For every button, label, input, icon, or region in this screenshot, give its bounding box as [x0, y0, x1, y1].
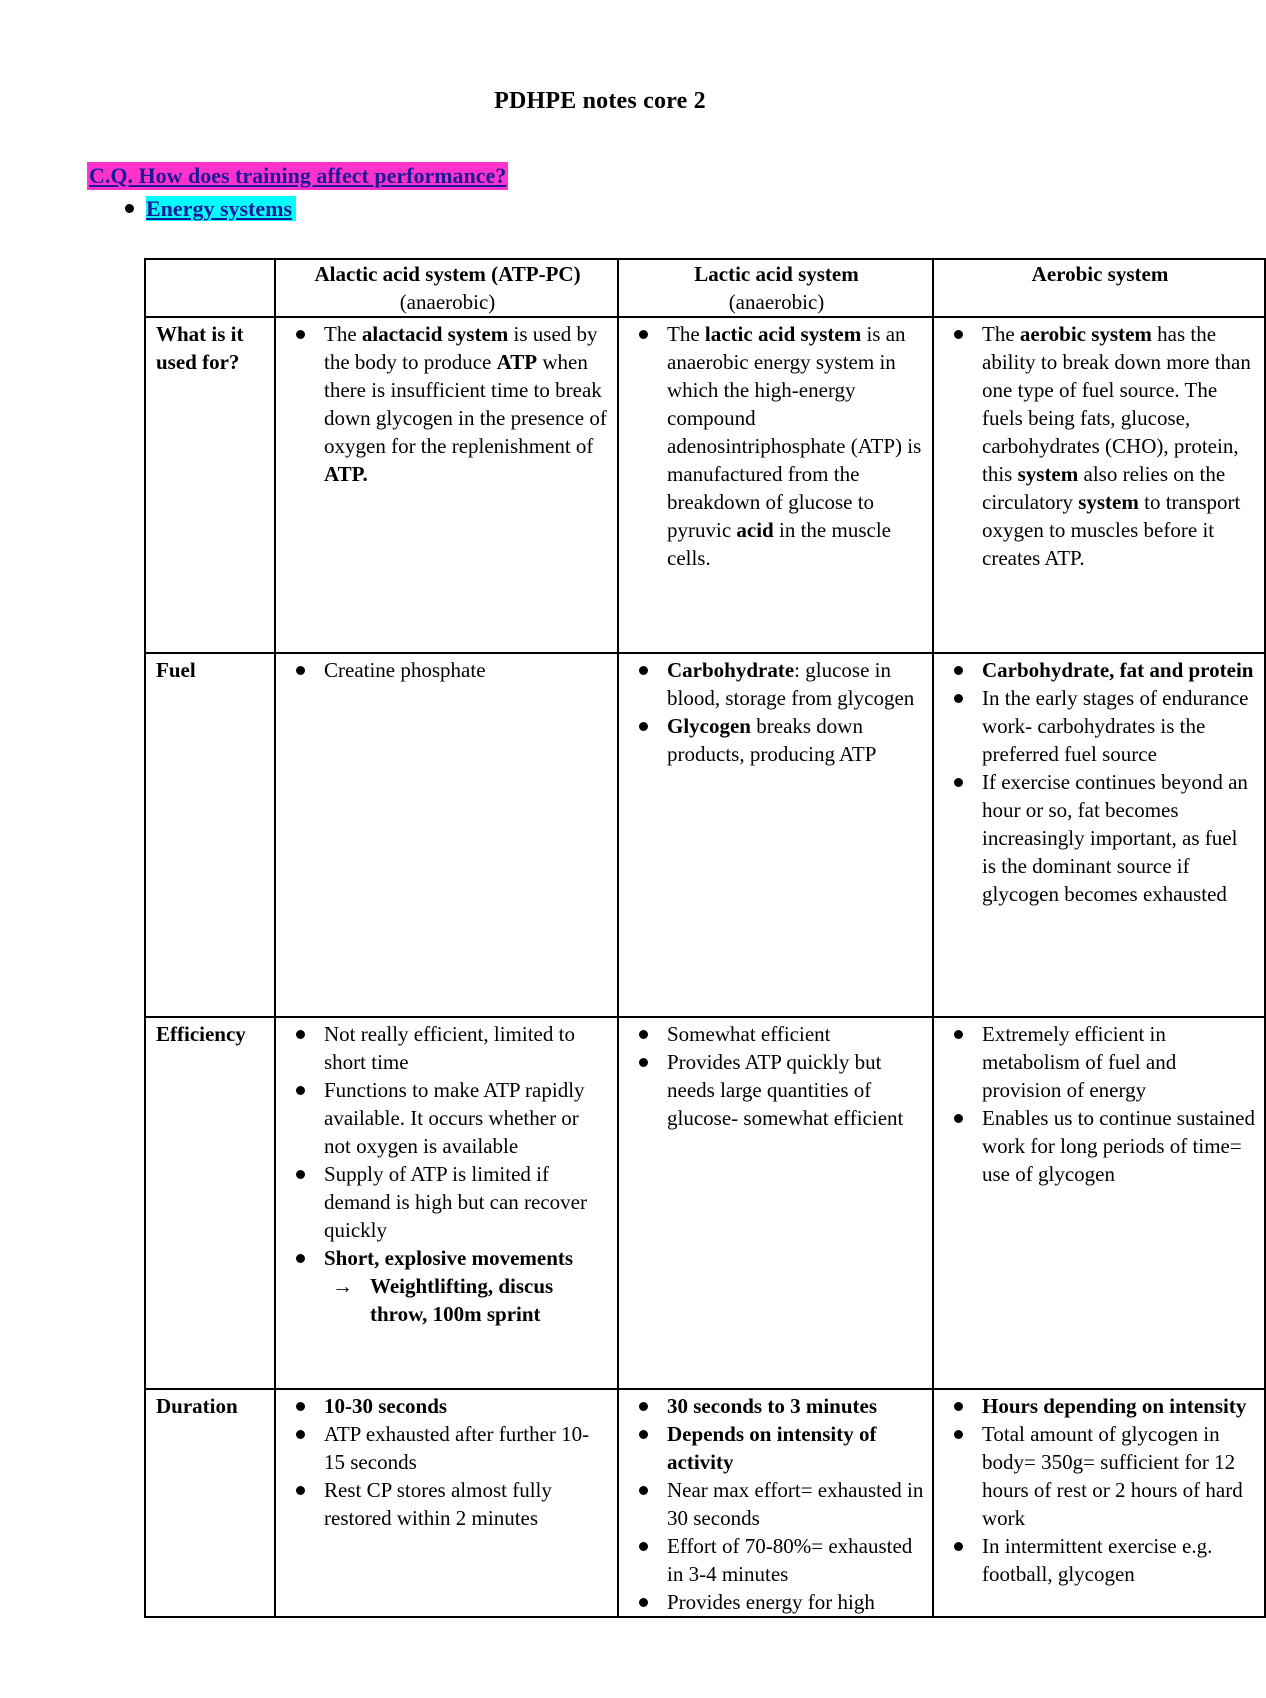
list-item: In intermittent exercise e.g. football, glycogen — [944, 1532, 1256, 1588]
row-label-efficiency: Efficiency — [145, 1017, 275, 1389]
bold-run: system — [1017, 462, 1079, 486]
text-run: breaks down products, producing ATP — [667, 714, 877, 766]
text-run: also relies on the circulatory — [982, 462, 1226, 514]
list-item — [629, 320, 924, 572]
row-label-duration: Duration — [145, 1389, 275, 1617]
text-run: when there is insufficient time to break down glycogen in the presence of oxygen for the replenishment of — [324, 350, 607, 458]
cell-duration-aerobic — [933, 1389, 1265, 1617]
bold-run: Carbohydrate — [667, 658, 795, 682]
bold-run: ATP — [496, 350, 538, 374]
list-item: If exercise continues beyond an hour or so, fat becomes increasingly important, as fuel is the dominant source if glycogen becomes exhausted — [944, 768, 1256, 908]
bold-run: Depends on intensity of activity — [667, 1422, 877, 1474]
energy-systems-table — [144, 258, 1266, 1618]
cell-efficiency-alactic — [275, 1017, 618, 1389]
bold-run: Short, explosive movements — [324, 1246, 574, 1270]
list-item — [944, 1392, 1256, 1420]
text-run: is used by the body to produce — [324, 322, 598, 374]
arrow-right-icon: → — [332, 1274, 353, 1298]
list-item — [286, 1392, 609, 1420]
page-title: PDHPE notes core 2 — [494, 88, 706, 114]
example-text: Weightlifting, discus throw, 100m sprint — [370, 1274, 554, 1326]
topic-bullet — [125, 195, 296, 223]
cell-fuel-alactic — [275, 653, 618, 1017]
bold-run: 10-30 seconds — [324, 1394, 448, 1418]
list-item — [286, 1244, 609, 1272]
table-row-efficiency — [145, 1017, 1265, 1389]
header-empty-cell — [145, 259, 275, 317]
list-item — [629, 712, 924, 768]
list-item — [286, 320, 609, 488]
text-run: The — [324, 322, 362, 346]
table-header-row — [145, 259, 1265, 317]
bold-run: Hours depending on intensity — [982, 1394, 1247, 1418]
bold-run: acid — [736, 518, 774, 542]
list-item: Provides ATP quickly but needs large quantities of glucose- somewhat efficient — [629, 1048, 924, 1132]
cell-duration-lactic — [618, 1389, 933, 1617]
list-item: Functions to make ATP rapidly available. It occurs whether or not oxygen is available — [286, 1076, 609, 1160]
header-alactic-subtitle: (anaerobic) — [399, 290, 496, 314]
header-alactic-title: Alactic acid system (ATP-PC) — [314, 262, 581, 286]
bold-run: ATP. — [324, 462, 368, 486]
header-lactic — [618, 259, 933, 317]
text-run: The — [667, 322, 705, 346]
list-item: Creatine phosphate — [286, 656, 609, 684]
list-item: In the early stages of endurance work- carbohydrates is the preferred fuel source — [944, 684, 1256, 768]
bold-run: system — [1078, 490, 1139, 514]
bold-run: Carbohydrate, fat and protein — [982, 658, 1254, 682]
cell-used-for-lactic — [618, 317, 933, 653]
list-item: Effort of 70-80%= exhausted in 3-4 minutes — [629, 1532, 924, 1588]
core-question-heading: C.Q. How does training affect performance? — [89, 163, 507, 188]
list-item — [629, 656, 924, 712]
list-item: Near max effort= exhausted in 30 seconds — [629, 1476, 924, 1532]
header-aerobic-title: Aerobic system — [1031, 262, 1169, 286]
row-label-fuel: Fuel — [145, 653, 275, 1017]
text-run: The — [982, 322, 1020, 346]
list-item: Enables us to continue sustained work for long periods of time= use of glycogen — [944, 1104, 1256, 1188]
example-arrow-line — [286, 1272, 609, 1328]
list-item: Not really efficient, limited to short time — [286, 1020, 609, 1076]
bullet-icon — [125, 204, 134, 213]
text-run: in the muscle cells. — [667, 518, 891, 570]
list-item — [944, 656, 1256, 684]
text-run: to transport oxygen to muscles before it creates ATP. — [982, 490, 1241, 570]
list-item: Rest CP stores almost fully restored within 2 minutes — [286, 1476, 609, 1532]
header-aerobic — [933, 259, 1265, 317]
list-item: Extremely efficient in metabolism of fuel and provision of energy — [944, 1020, 1256, 1104]
list-item: Provides energy for high — [629, 1588, 924, 1616]
list-item: ATP exhausted after further 10-15 seconds — [286, 1420, 609, 1476]
text-run: is an anaerobic energy system in which the high-energy compound adenosintriphosphate (ATP) is manufactured from the breakdown of glucose to pyruvic — [667, 322, 922, 542]
cell-used-for-aerobic — [933, 317, 1265, 653]
bold-run: alactacid system — [361, 322, 509, 346]
list-item — [944, 320, 1256, 572]
header-lactic-title: Lactic acid system — [694, 262, 859, 286]
cell-efficiency-aerobic — [933, 1017, 1265, 1389]
list-item — [629, 1420, 924, 1476]
list-item: Somewhat efficient — [629, 1020, 924, 1048]
header-alactic — [275, 259, 618, 317]
cell-fuel-aerobic — [933, 653, 1265, 1017]
table-row-fuel — [145, 653, 1265, 1017]
row-label-used-for: What is it used for? — [145, 317, 275, 653]
text-run: has the ability to break down more than one type of fuel source. The fuels being fats, glucose, carbohydrates (CHO), protein, this — [982, 322, 1251, 486]
text-run: : glucose in blood, storage from glycogen — [667, 658, 915, 710]
cell-duration-alactic — [275, 1389, 618, 1617]
table-row-used-for — [145, 317, 1265, 653]
list-item: Supply of ATP is limited if demand is high but can recover quickly — [286, 1160, 609, 1244]
list-item: Total amount of glycogen in body= 350g= sufficient for 12 hours of rest or 2 hours of hard work — [944, 1420, 1256, 1532]
list-item — [629, 1392, 924, 1420]
bold-run: lactic acid system — [704, 322, 862, 346]
bold-run: Glycogen — [667, 714, 751, 738]
bold-run: 30 seconds to 3 minutes — [667, 1394, 878, 1418]
header-lactic-subtitle: (anaerobic) — [728, 290, 825, 314]
topic-label: Energy systems — [146, 196, 296, 221]
cell-fuel-lactic — [618, 653, 933, 1017]
cell-efficiency-lactic — [618, 1017, 933, 1389]
cell-used-for-alactic — [275, 317, 618, 653]
bold-run: aerobic system — [1019, 322, 1152, 346]
table-row-duration — [145, 1389, 1265, 1617]
